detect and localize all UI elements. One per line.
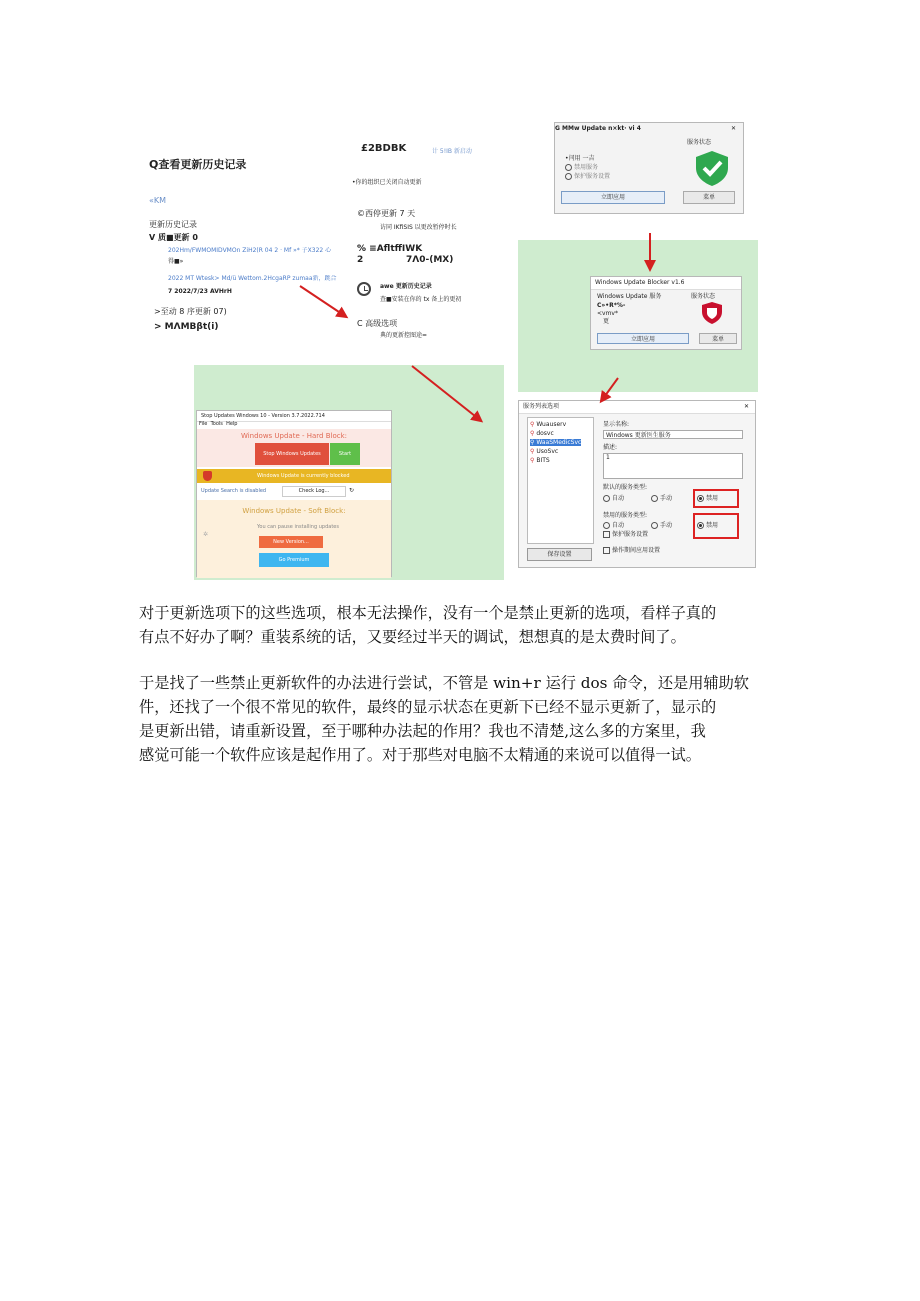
paragraph-line: 感觉可能一个软件应该是起作用了。对于那些对电脑不太精通的来说可以值得一试。 bbox=[139, 746, 701, 764]
pause-updates-title[interactable]: ©西停更新 7 天 bbox=[357, 209, 416, 218]
display-name-field[interactable]: Windows 更新医生服务 bbox=[603, 430, 743, 439]
code-line-2b: 7Λ0-(MX) bbox=[406, 255, 454, 265]
menu-help[interactable]: Help bbox=[226, 421, 238, 427]
paragraph-line: 对于更新选项下的这些选项，根本无法操作，没有一个是禁止更新的选项，看样子真的 bbox=[139, 604, 717, 622]
code-line-1: % ≡AfltffIWK bbox=[357, 244, 423, 254]
service-item-selected[interactable]: ⚲ WaaSMedicSvc bbox=[530, 439, 582, 446]
service-item[interactable]: ⚲ UsoSvc bbox=[530, 448, 559, 455]
disabled-radio-disabled[interactable]: 禁用 bbox=[697, 522, 718, 529]
stop-windows-updates-button[interactable]: Stop Windows Updates bbox=[255, 443, 329, 465]
default-radio-auto[interactable]: 自动 bbox=[603, 495, 624, 502]
blocker-mid-line1: C»•R*%- bbox=[597, 302, 626, 309]
soft-block-note: You can pause installing updates bbox=[257, 524, 339, 530]
services-window-title: 服务列表选项 bbox=[519, 401, 755, 414]
paragraph-1 bbox=[139, 601, 784, 649]
arrow-history bbox=[300, 286, 345, 316]
service-status-label: 服务状态 bbox=[687, 139, 712, 146]
driver-updates-toggle[interactable]: >至动 8 序更新 07) bbox=[154, 307, 227, 316]
close-icon[interactable]: ✕ bbox=[731, 125, 737, 132]
disabled-type-label: 禁用的服务类型: bbox=[603, 512, 648, 519]
settings-heading: £2BDBK bbox=[361, 143, 407, 154]
apply-now-button-top[interactable]: 立即应用 bbox=[561, 191, 665, 204]
default-radio-manual[interactable]: 手动 bbox=[651, 495, 672, 502]
runtime-checkbox[interactable]: 操作期间应用设置 bbox=[603, 547, 660, 554]
check-log-button[interactable]: Check Log... bbox=[282, 486, 346, 497]
start-button[interactable]: Start bbox=[330, 443, 360, 465]
option-label: •闫用 一吉 bbox=[565, 155, 595, 162]
menu-button-mid[interactable]: 菜单 bbox=[699, 333, 737, 344]
blocker-mid-right-label: 服务状态 bbox=[691, 293, 716, 300]
history-link-sub: 查■安装在你的 tx 备上的更初 bbox=[380, 296, 462, 303]
screenshot-collage bbox=[140, 120, 760, 580]
org-disabled-note: •你的组织已关闭自动更新 bbox=[352, 179, 422, 186]
blocked-status-text: Windows Update is currently blocked bbox=[257, 473, 350, 479]
advanced-options-title[interactable]: C 高级选项 bbox=[357, 319, 398, 328]
services-close-icon[interactable]: ✕ bbox=[744, 403, 750, 410]
default-radio-disabled[interactable]: 禁用 bbox=[697, 495, 718, 502]
history-entry-2-sub: 7 2022/7/23 AVHrH bbox=[168, 288, 232, 295]
default-type-label: 默认的服务类型: bbox=[603, 484, 648, 491]
history-entry-1: 202Hm/FWMOMIDVMOn ZiH2(R 04 2 · Mf »* 子X322 心 bbox=[168, 247, 332, 254]
service-item[interactable]: ⚲ BITS bbox=[530, 457, 550, 464]
history-label: 更新历史记录 bbox=[149, 220, 197, 229]
menu-button-top[interactable]: 菜单 bbox=[683, 191, 735, 204]
history-page-title: Q查看更新历史记录 bbox=[149, 158, 247, 171]
apply-now-button-mid[interactable]: 立即应用 bbox=[597, 333, 689, 344]
soft-block-header: Windows Update - Soft Block: bbox=[242, 507, 346, 515]
back-link[interactable]: «KM bbox=[149, 196, 167, 205]
display-name-label: 显示名称: bbox=[603, 421, 630, 428]
radio-protect[interactable]: 保护服务设置 bbox=[565, 173, 610, 180]
paragraph-line: 有点不好办了啊？重装系统的话，又要经过半天的调试，想想真的是太费时间了。 bbox=[139, 628, 686, 646]
hard-block-header: Windows Update - Hard Block: bbox=[240, 432, 348, 440]
disabled-radio-auto[interactable]: 自动 bbox=[603, 522, 624, 529]
pause-updates-sub: 访同 IKfiSIS 以更改暂停时长 bbox=[380, 224, 457, 231]
radio-disable[interactable]: 禁用服务 bbox=[565, 164, 598, 171]
description-label: 描述: bbox=[603, 444, 618, 451]
paragraph-line: 于是找了一些禁止更新软件的办法进行尝试，不管是 win+r 运行 dos 命令，还是用辅助软 bbox=[139, 674, 749, 692]
paragraph-2 bbox=[139, 671, 784, 767]
blocker-mid-left-label: Windows Update 服务 bbox=[597, 293, 662, 300]
blocker-mid-line2: <vmv* bbox=[597, 310, 618, 317]
stop-updates-title: Stop Updates Windows 10 - Version 3.7.2022.714 bbox=[197, 411, 391, 422]
refresh-icon[interactable]: ↻ bbox=[349, 487, 355, 494]
go-premium-button[interactable]: Go Premium bbox=[259, 553, 329, 567]
blocker-title: G MMw Update n×kt· vi 4 bbox=[555, 125, 641, 132]
blocker-mid-line3: 更 bbox=[603, 318, 610, 325]
gear-icon: ✲ bbox=[203, 531, 209, 538]
advanced-options-sub: 典的更新控图途= bbox=[380, 332, 428, 339]
arrow-mid-to-services bbox=[602, 378, 618, 400]
protect-checkbox[interactable]: 保护服务设置 bbox=[603, 531, 648, 538]
save-settings-button[interactable]: 保存设置 bbox=[527, 548, 592, 561]
quality-updates-toggle[interactable]: V 质■更新 0 bbox=[149, 233, 198, 242]
blocker-mid-title: Windows Update Blocker v1.6 bbox=[591, 277, 741, 290]
service-item[interactable]: ⚲ Wuauserv bbox=[530, 421, 567, 428]
arrow-settings-to-services bbox=[412, 366, 480, 420]
menu-file[interactable]: File bbox=[199, 421, 208, 427]
disabled-radio-manual[interactable]: 手动 bbox=[651, 522, 672, 529]
history-entry-2: 2022 MT Wtesk> Md/ü Wettom.2HcgaRP zumaa新，跳合 bbox=[168, 275, 337, 282]
other-updates-toggle[interactable]: > MΛMBβt(i) bbox=[154, 322, 219, 332]
service-item[interactable]: ⚲ dosvc bbox=[530, 430, 554, 437]
new-version-button[interactable]: New Version... bbox=[259, 536, 323, 548]
history-link-title[interactable]: awe 更新历史记录 bbox=[380, 283, 432, 290]
menu-tools[interactable]: Tools bbox=[210, 421, 223, 427]
description-field[interactable]: 1 bbox=[603, 453, 743, 479]
history-entry-1-sub: 得■» bbox=[168, 258, 184, 265]
paragraph-line: 件，还找了一个很不常见的软件，最终的显示状态在更新下已经不显示更新了，显示的 bbox=[139, 698, 717, 716]
code-line-2a: 2 bbox=[357, 255, 364, 265]
update-search-label: Update Search is disabled bbox=[201, 488, 267, 494]
red-arrows bbox=[140, 120, 760, 580]
restart-note: 计 5!IB 新启动 bbox=[432, 148, 472, 155]
paragraph-line: 是更新出错，请重新设置，至于哪种办法起的作用？我也不清楚,这么多的方案里，我 bbox=[139, 722, 706, 740]
